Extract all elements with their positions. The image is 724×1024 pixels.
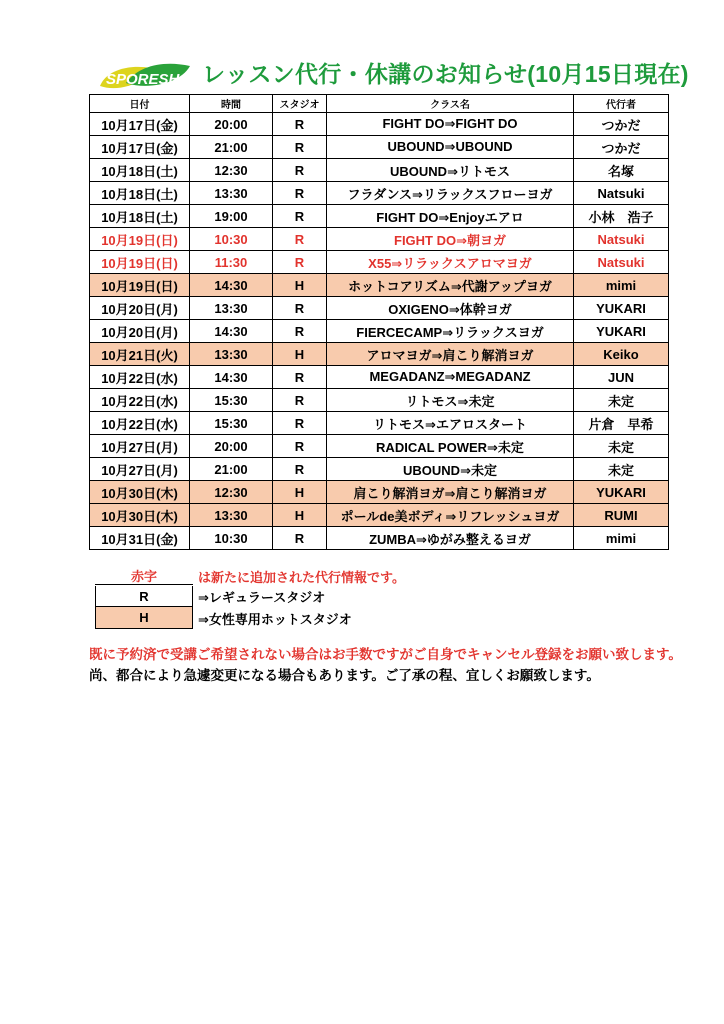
studio-cell: R: [273, 412, 327, 435]
class-cell: アロマヨガ⇒肩こり解消ヨガ: [327, 343, 574, 366]
class-cell: リトモス⇒未定: [327, 389, 574, 412]
time-cell: 13:30: [190, 343, 273, 366]
class-cell: UBOUND⇒UBOUND: [327, 136, 574, 159]
studio-cell: H: [273, 481, 327, 504]
studio-cell: R: [273, 205, 327, 228]
legend: [95, 567, 405, 629]
studio-cell: R: [273, 251, 327, 274]
time-cell: 13:30: [190, 182, 273, 205]
time-cell: 13:30: [190, 504, 273, 527]
table-row: [90, 389, 669, 412]
substitute-cell: つかだ: [574, 113, 669, 136]
time-cell: 14:30: [190, 320, 273, 343]
studio-cell: H: [273, 274, 327, 297]
legend-row-r: [95, 586, 405, 607]
schedule-body: [90, 113, 669, 550]
studio-cell: R: [273, 320, 327, 343]
substitute-cell: Natsuki: [574, 228, 669, 251]
substitute-cell: YUKARI: [574, 297, 669, 320]
date-cell: 10月19日(日): [90, 274, 190, 297]
studio-cell: R: [273, 113, 327, 136]
table-row: [90, 228, 669, 251]
legend-red-label: 赤字: [95, 567, 193, 585]
date-cell: 10月22日(水): [90, 389, 190, 412]
class-cell: RADICAL POWER⇒未定: [327, 435, 574, 458]
substitute-cell: Natsuki: [574, 182, 669, 205]
studio-cell: H: [273, 504, 327, 527]
legend-r-label: R: [95, 586, 193, 607]
date-cell: 10月18日(土): [90, 205, 190, 228]
table-row: [90, 251, 669, 274]
studio-cell: R: [273, 389, 327, 412]
table-row: [90, 481, 669, 504]
substitute-cell: 小林 浩子: [574, 205, 669, 228]
substitute-cell: RUMI: [574, 504, 669, 527]
time-cell: 11:30: [190, 251, 273, 274]
date-cell: 10月18日(土): [90, 182, 190, 205]
table-row: [90, 458, 669, 481]
substitute-cell: 未定: [574, 435, 669, 458]
substitute-cell: mimi: [574, 527, 669, 550]
table-row: [90, 435, 669, 458]
header-date: 日付: [90, 95, 190, 113]
studio-cell: R: [273, 297, 327, 320]
class-cell: フラダンス⇒リラックスフローヨガ: [327, 182, 574, 205]
time-cell: 15:30: [190, 412, 273, 435]
substitute-cell: 片倉 早希: [574, 412, 669, 435]
studio-cell: R: [273, 435, 327, 458]
table-row: [90, 136, 669, 159]
schedule-header-row: [90, 95, 669, 113]
cancel-notice: 既に予約済で受講ご希望されない場合はお手数ですがご自身でキャンセル登録をお願い致します。: [89, 647, 682, 662]
studio-cell: R: [273, 136, 327, 159]
table-row: [90, 343, 669, 366]
table-row: [90, 182, 669, 205]
substitute-cell: 未定: [574, 389, 669, 412]
table-row: [90, 113, 669, 136]
date-cell: 10月31日(金): [90, 527, 190, 550]
class-cell: リトモス⇒エアロスタート: [327, 412, 574, 435]
class-cell: ポールde美ボディ⇒リフレッシュヨガ: [327, 504, 574, 527]
studio-cell: R: [273, 458, 327, 481]
studio-cell: R: [273, 159, 327, 182]
substitute-cell: YUKARI: [574, 320, 669, 343]
time-cell: 12:30: [190, 159, 273, 182]
class-cell: FIERCECAMP⇒リラックスヨガ: [327, 320, 574, 343]
date-cell: 10月20日(月): [90, 297, 190, 320]
date-cell: 10月30日(木): [90, 481, 190, 504]
class-cell: FIGHT DO⇒朝ヨガ: [327, 228, 574, 251]
studio-cell: R: [273, 366, 327, 389]
substitute-cell: 名塚: [574, 159, 669, 182]
substitute-cell: 未定: [574, 458, 669, 481]
class-cell: UBOUND⇒リトモス: [327, 159, 574, 182]
table-row: [90, 159, 669, 182]
date-cell: 10月19日(日): [90, 228, 190, 251]
date-cell: 10月22日(水): [90, 366, 190, 389]
header-studio: スタジオ: [273, 95, 327, 113]
legend-r-desc: ⇒レギュラースタジオ: [198, 590, 326, 605]
date-cell: 10月21日(火): [90, 343, 190, 366]
sporesh-logo-icon: [97, 58, 193, 94]
table-row: [90, 320, 669, 343]
legend-h-label: H: [95, 607, 193, 629]
table-row: [90, 412, 669, 435]
logo-text: SPORESH: [106, 71, 180, 88]
time-cell: 14:30: [190, 274, 273, 297]
legend-red-desc: は新たに追加された代行情報です。: [198, 570, 405, 585]
table-row: [90, 366, 669, 389]
class-cell: MEGADANZ⇒MEGADANZ: [327, 366, 574, 389]
page-title: レッスン代行・休講のお知らせ(10月15日現在): [202, 61, 689, 87]
table-row: [90, 274, 669, 297]
date-cell: 10月30日(木): [90, 504, 190, 527]
class-cell: FIGHT DO⇒FIGHT DO: [327, 113, 574, 136]
time-cell: 10:30: [190, 527, 273, 550]
substitute-cell: Keiko: [574, 343, 669, 366]
time-cell: 21:00: [190, 136, 273, 159]
header-class: クラス名: [327, 95, 574, 113]
class-cell: ホットコアリズム⇒代謝アップヨガ: [327, 274, 574, 297]
class-cell: ZUMBA⇒ゆがみ整えるヨガ: [327, 527, 574, 550]
studio-cell: R: [273, 527, 327, 550]
time-cell: 10:30: [190, 228, 273, 251]
date-cell: 10月18日(土): [90, 159, 190, 182]
table-row: [90, 504, 669, 527]
time-cell: 21:00: [190, 458, 273, 481]
date-cell: 10月20日(月): [90, 320, 190, 343]
legend-row-h: [95, 607, 405, 629]
date-cell: 10月19日(日): [90, 251, 190, 274]
substitute-cell: JUN: [574, 366, 669, 389]
studio-cell: H: [273, 343, 327, 366]
time-cell: 12:30: [190, 481, 273, 504]
date-cell: 10月27日(月): [90, 435, 190, 458]
schedule-table: [89, 94, 669, 550]
class-cell: UBOUND⇒未定: [327, 458, 574, 481]
date-cell: 10月22日(水): [90, 412, 190, 435]
header-substitute: 代行者: [574, 95, 669, 113]
table-row: [90, 527, 669, 550]
studio-cell: R: [273, 182, 327, 205]
table-row: [90, 297, 669, 320]
change-notice: 尚、都合により急遽変更になる場合もあります。ご了承の程、宜しくお願致します。: [89, 668, 600, 683]
time-cell: 20:00: [190, 435, 273, 458]
class-cell: 肩こり解消ヨガ⇒肩こり解消ヨガ: [327, 481, 574, 504]
substitute-cell: Natsuki: [574, 251, 669, 274]
time-cell: 13:30: [190, 297, 273, 320]
time-cell: 15:30: [190, 389, 273, 412]
substitute-cell: つかだ: [574, 136, 669, 159]
class-cell: OXIGENO⇒体幹ヨガ: [327, 297, 574, 320]
class-cell: FIGHT DO⇒Enjoyエアロ: [327, 205, 574, 228]
substitute-cell: mimi: [574, 274, 669, 297]
legend-h-desc: ⇒女性専用ホットスタジオ: [198, 611, 352, 627]
date-cell: 10月27日(月): [90, 458, 190, 481]
date-cell: 10月17日(金): [90, 136, 190, 159]
header-time: 時間: [190, 95, 273, 113]
time-cell: 19:00: [190, 205, 273, 228]
substitute-cell: YUKARI: [574, 481, 669, 504]
date-cell: 10月17日(金): [90, 113, 190, 136]
time-cell: 20:00: [190, 113, 273, 136]
time-cell: 14:30: [190, 366, 273, 389]
studio-cell: R: [273, 228, 327, 251]
legend-row-red: [95, 567, 405, 586]
table-row: [90, 205, 669, 228]
class-cell: X55⇒リラックスアロマヨガ: [327, 251, 574, 274]
